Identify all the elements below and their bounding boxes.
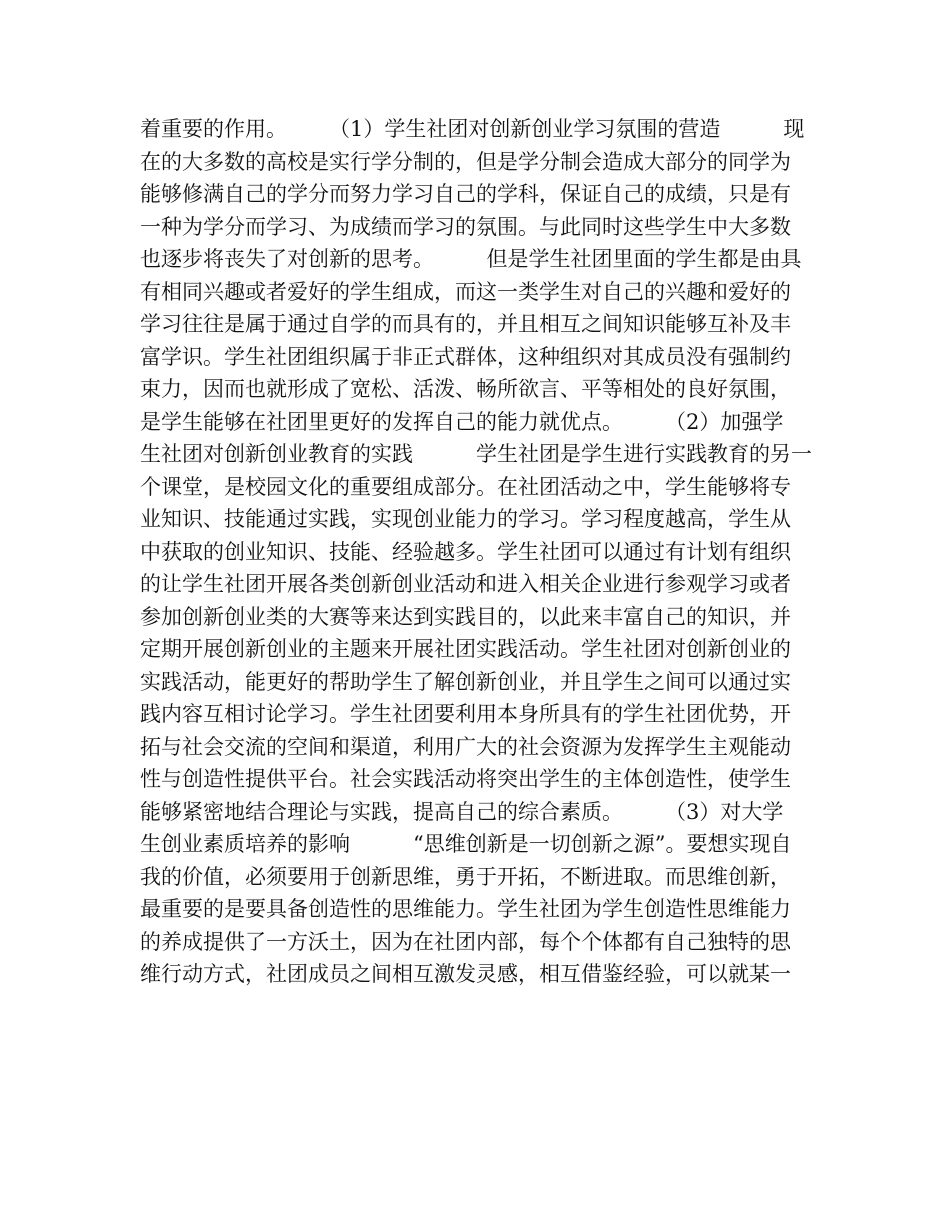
text-line: 的让学生社团开展各类创新创业活动和进入相关企业进行参观学习或者: [140, 572, 791, 596]
text-line: 是学生能够在社团里更好的发挥自己的能力就优点。 （2）加强学: [140, 409, 784, 434]
text-line: 束力，因而也就形成了宽松、活泼、畅所欲言、平等相处的良好氛围，: [140, 377, 791, 401]
text-line: 业知识、技能通过实践，实现创业能力的学习。学习程度越高，学生从: [140, 507, 791, 531]
text-line: 拓与社会交流的空间和渠道，利用广大的社会资源为发挥学生主观能动: [140, 734, 791, 759]
text-line: 定期开展创新创业的主题来开展社团实践活动。学生社团对创新创业的: [140, 637, 791, 661]
text-line: 参加创新创业类的大赛等来达到实践目的，以此来丰富自己的知识，并: [140, 604, 791, 629]
text-line: 也逐步将丧失了对创新的思考。 但是学生社团里面的学生都是由具: [140, 247, 802, 271]
text-line: 着重要的作用。 （1）学生社团对创新创业学习氛围的营造 现: [140, 117, 805, 141]
text-line: 在的大多数的高校是实行学分制的，但是学分制会造成大部分的同学为: [140, 149, 791, 174]
text-line: 生社团对创新创业教育的实践 学生社团是学生进行实践教育的另一: [140, 442, 812, 466]
text-line: 一种为学分而学习、为成绩而学习的氛围。与此同时这些学生中大多数: [140, 214, 791, 239]
text-line: 能够修满自己的学分而努力学习自己的学科，保证自己的成绩，只是有: [140, 182, 791, 206]
body-text: [140, 113, 812, 991]
text-line: 学习往往是属于通过自学的而具有的，并且相互之间知识能够互补及丰: [140, 312, 791, 336]
text-line: 个课堂，是校园文化的重要组成部分。在社团活动之中，学生能够将专: [140, 474, 791, 499]
text-line: 富学识。学生社团组织属于非正式群体，这种组织对其成员没有强制约: [140, 344, 791, 369]
text-line: 性与创造性提供平台。社会实践活动将突出学生的主体创造性，使学生: [140, 767, 791, 791]
text-line: 生创业素质培养的影响 “思维创新是一切创新之源”。要想实现自: [140, 832, 792, 856]
text-line: 有相同兴趣或者爱好的学生组成，而这一类学生对自己的兴趣和爱好的: [140, 279, 791, 304]
text-line: 实践活动，能更好的帮助学生了解创新创业，并且学生之间可以通过实: [140, 669, 791, 694]
text-line: 的养成提供了一方沃土，因为在社团内部，每个个体都有自己独特的思: [140, 929, 791, 954]
text-line: 我的价值，必须要用于创新思维，勇于开拓，不断进取。而思维创新，: [140, 864, 791, 889]
text-line: 最重要的是要具备创造性的思维能力。学生社团为学生创造性思维能力: [140, 897, 791, 921]
text-line: 维行动方式，社团成员之间相互激发灵感，相互借鉴经验，可以就某一: [140, 962, 791, 986]
text-line: 能够紧密地结合理论与实践，提高自己的综合素质。 （3）对大学: [140, 799, 784, 824]
text-line: 践内容互相讨论学习。学生社团要利用本身所具有的学生社团优势，开: [140, 702, 791, 726]
text-line: 中获取的创业知识、技能、经验越多。学生社团可以通过有计划有组织: [140, 539, 791, 564]
